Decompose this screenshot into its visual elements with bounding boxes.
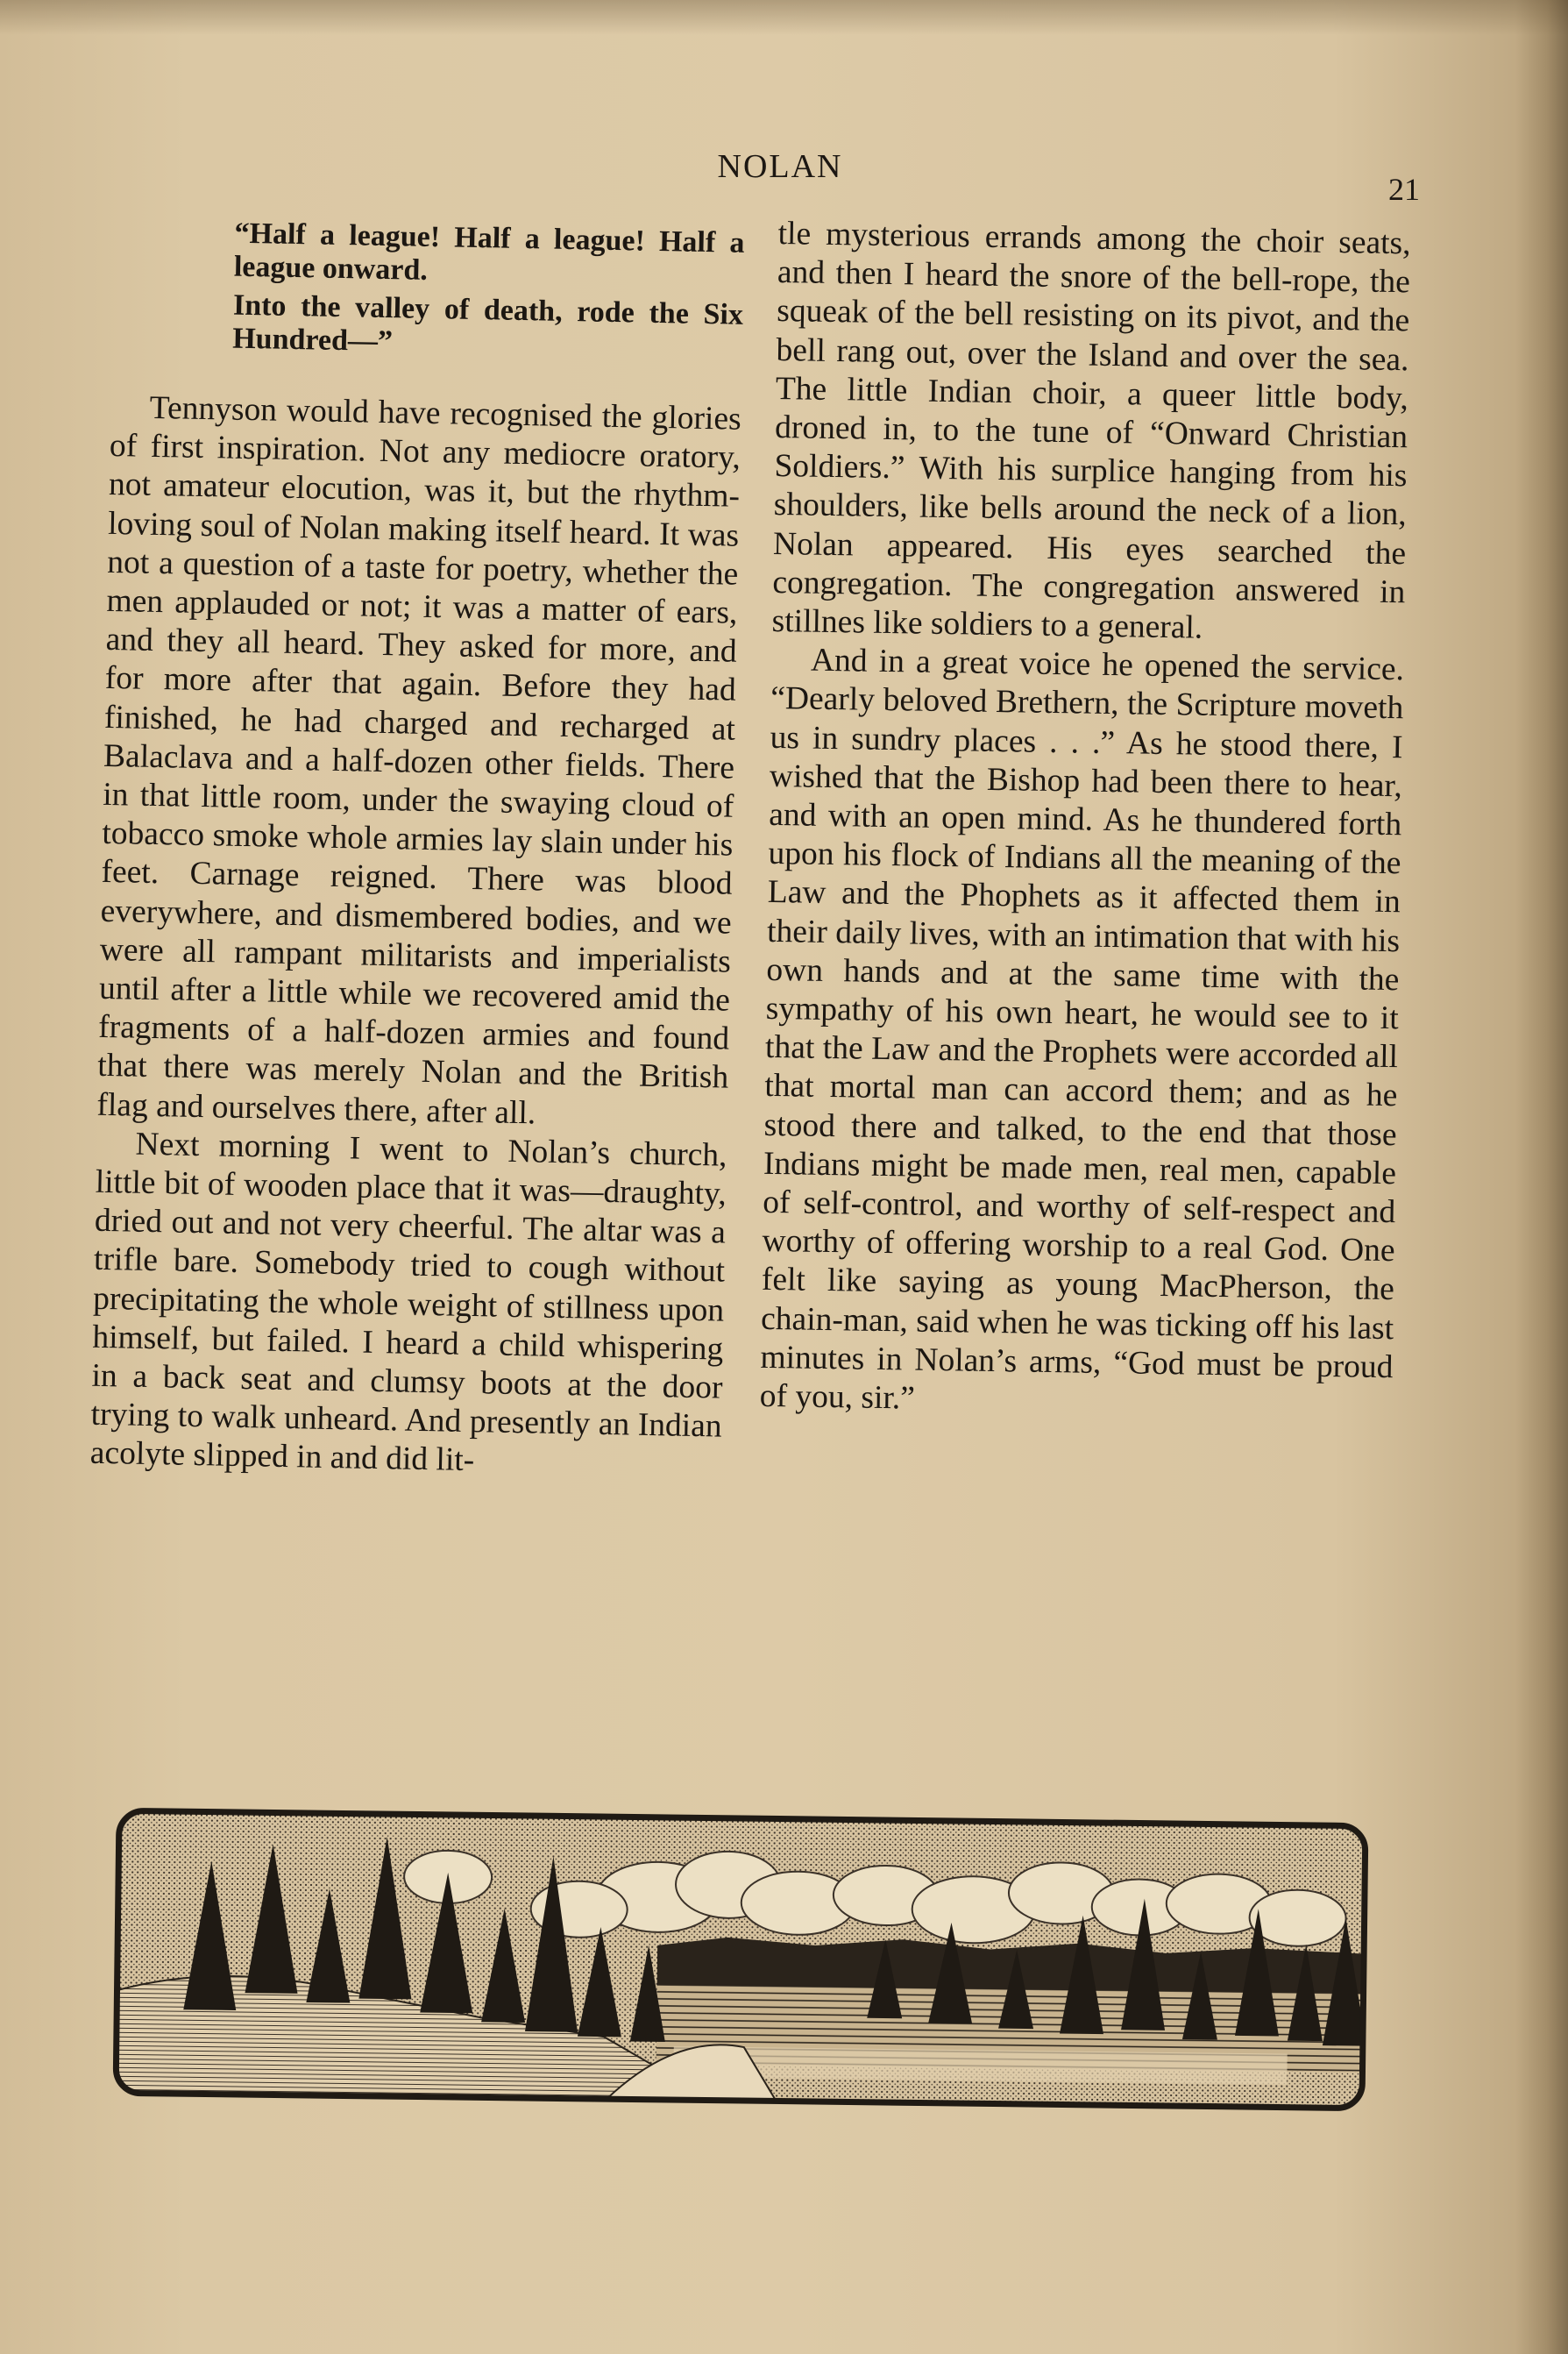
running-head: NOLAN: [717, 148, 843, 185]
verse-line: “Half a league! Half a league! Half a league onward.: [233, 217, 745, 287]
left-column: [85, 215, 745, 1753]
page-top-shadow: [0, 0, 1568, 35]
paragraph: Tennyson would have recognised the glories of first inspiration. Not any mediocre oratory, not amateur elocution, was it, but the rhythm-loving soul of Nolan making itself heard. It was not a question of a taste for poetry, whether the men applauded or not; it was a matter of ears, and they all heard. They asked for more, and for more after that again. Before they had finished, he had charged and recharged at Balaclava and a half-dozen other fields. There in that little room, under the swaying cloud of tobacco smoke whole armies lay slain under his feet. Carnage reigned. There was blood everywhere, and dismembered bodies, and we were all rampant militarists and imperialists until after a little while we recovered amid the fragments of a half-dozen armies and found that there was merely Nolan and the British flag and ourselves there, after all.: [96, 389, 742, 1132]
paragraph: tle mysterious errands among the choir seats, and then I heard the snore of the bell-rope, the squeak of the bell resisting on its pivot, and the bell rang out, over the Island and over the sea. The little Indian choir, a queer little body, droned in, to the tune of “Onward Christian Soldiers.” With his surplice hanging from his shoulders, like bells around the neck of a lion, Nolan appeared. His eyes searched the congregation. The congregation answered in stillnes like soldiers to a general.: [771, 215, 1411, 646]
right-column: [755, 215, 1411, 1750]
verse-quote: [111, 215, 745, 366]
page-number: 21: [1388, 172, 1420, 207]
paragraph: Next morning I went to Nolan’s church, little bit of wooden place that it was—draughty, dried out and not very cheerful. The altar was a trifle bare. Somebody tried to cough without precipitating the whole weight of stillness upon himself, but failed. I heard a child whispering in a back seat and clumsy boots at the door trying to walk unheard. And presently an Indian acolyte slipped in and did lit-: [89, 1126, 727, 1479]
paragraph: And in a great voice he opened the service. “Dearly beloved Brethern, the Scripture moveth us in sundry places . . .” As he stood there, I wished that the Bishop had been there to hear, and with an open mind. As he thundered forth upon his flock of Indians all the meaning of the Law and the Phophets as it affected them in their daily lives, with an intimation that with his own hands and at the same time with the sympathy of his own heart, he would see to it that the Law and the Prophets were accorded all that mortal man can accord them; and as he stood there and talked, to the end that those Indians might be made men, real men, capable of self-control, and worthy of self-respect and worthy of offering worship to a real God. One felt like saying as young MacPherson, the chain-man, said when he was ticking off his last minutes in Nolan’s arms, “God must be proud of you, sir.”: [759, 642, 1405, 1417]
landscape-engraving-icon: [112, 1807, 1369, 2111]
page-gutter-shadow: [1515, 0, 1568, 2354]
verse-line: Into the valley of death, rode the Six Hundred—”: [231, 288, 744, 359]
